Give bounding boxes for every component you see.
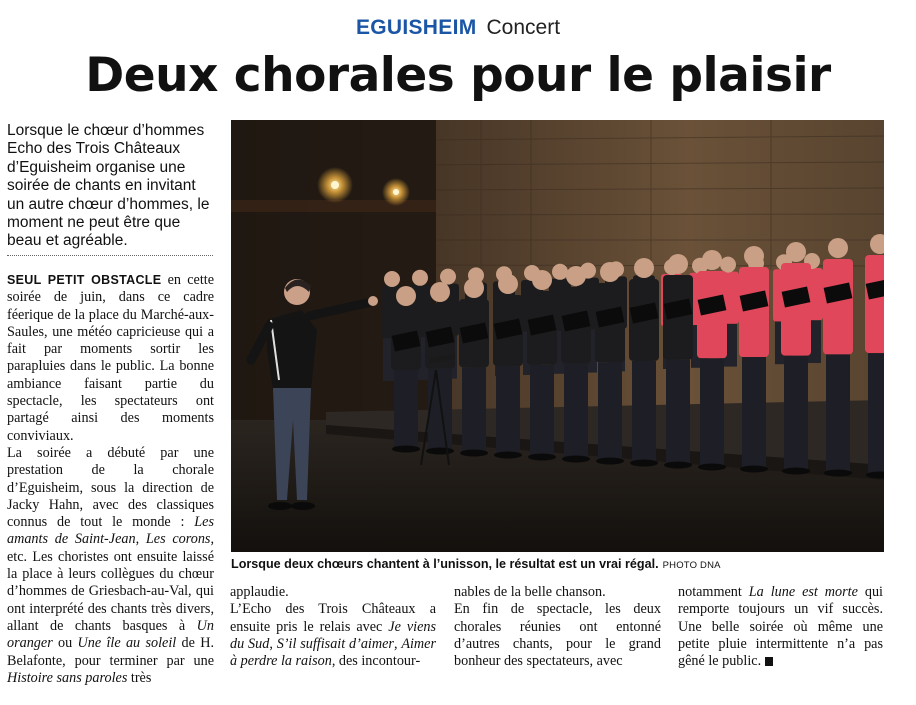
body-paragraph-continued: nables de la belle chanson. [454,584,606,600]
song-title: S’il suffisait d’aimer [276,635,394,652]
song-title: Histoire sans paroles [7,669,128,686]
song-title: Un oranger [7,617,214,652]
article-kicker [0,16,916,40]
article-standfirst: Lorsque le chœur d’hommes Echo des Trois Châteaux d’Eguisheim organise une soirée de chants en invitant un autre chœur d’hommes, le moment ne peut être que beau et agréable. [7,122,210,250]
body-column-4 [678,584,883,670]
song-title: Une île au soleil [77,635,177,652]
body-paragraph-1: SEUL PETIT OBSTACLE en cette soirée de juin, dans ce cadre féerique de la place du Marché-aux-Saules, une météo capricieuse qui a fait par moments sortir les parapluies dans le public. La bonne ambiance faisant partie du spectacle, les spectateurs ont partagé ainsi des moments conviviaux. [7,272,215,444]
body-column-2 [230,584,436,670]
body-paragraph-2: La soirée a débuté par une prestation de la chorale d’Eguisheim, sous la direction de Jacky Hahn, avec des classiques connus de tout le monde : Les amants de Saint-Jean, Les corons, etc. Les choristes ont ensuite laissé la place à leurs collègues du chœur d’hommes de Griesbach-au-Val, qui ont interprété des chants très divers, allant de chants basques à Un oranger ou Une île au soleil de H. Belafonte, pour terminer par une Histoire sans paroles très [7,444,215,686]
rubric-label: Concert [486,16,561,39]
article-headline: Deux chorales pour le plaisir [85,48,831,103]
song-title: Je viens du Sud [230,618,436,652]
body-column-1 [7,272,214,687]
song-title: La lune est morte [748,584,858,600]
choir-photo [231,120,884,552]
paragraph-lead-in: SEUL PETIT OBSTACLE [7,273,162,287]
body-paragraph-continued: notamment La lune est morte qui remporte toujours un vif succès. Une belle soirée où même une petite pluie intermittente n’a pas gêné le public. [678,584,883,670]
end-of-article-mark [765,657,773,666]
song-title: Les corons [145,531,211,548]
body-paragraph-3: L’Echo des Trois Châteaux a ensuite pris le relais avec Je viens du Sud, S’il suffisait d’aimer, Aimer à perdre la raison, des incontour- [230,601,437,670]
body-paragraph-4: En fin de spectacle, les deux chorales réunies ont entonné d’autres chants, pour le grand bonheur des spectateurs, avec [454,601,661,670]
song-title: Les amants de Saint-Jean [7,514,214,548]
song-title: Aimer à perdre la raison [230,635,437,670]
photo-caption [231,556,884,574]
location-label: EGUISHEIM [355,16,477,39]
caption-text: Lorsque deux chœurs chantent à l’unisson, le résultat est un vrai régal. [231,557,659,571]
body-paragraph-continued: applaudie. [230,584,289,600]
dotted-divider [7,255,213,256]
body-column-3 [454,584,661,670]
photo-credit: PHOTO DNA [662,560,721,571]
